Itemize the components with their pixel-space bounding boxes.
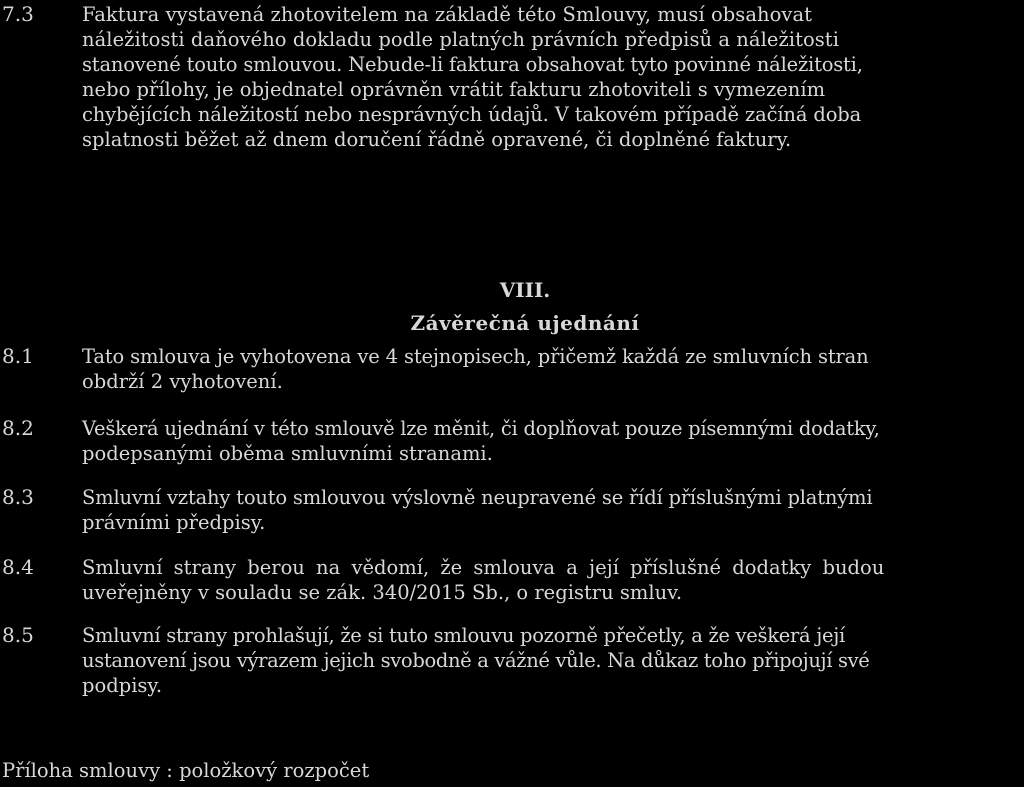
clause-text (82, 623, 870, 698)
clause-line: uveřejněny v souladu se zák. 340/2015 Sb., o registru smluv. (82, 581, 683, 604)
clause-line: podepsanými oběma smluvními stranami. (82, 442, 493, 465)
clause-line: ustanovení jsou výrazem jejich svobodně a vážné vůle. Na důkaz toho připojují své (82, 649, 870, 672)
clause-text (82, 344, 869, 394)
clause-text (82, 485, 872, 535)
clause-line: Smluvní vztahy touto smlouvou výslovně neupravené se řídí příslušnými platnými (82, 486, 873, 509)
clause-line: Smluvní strany berou na vědomí, že smlouva a její příslušné dodatky budou (82, 556, 885, 579)
section-title: Závěrečná ujednání (410, 311, 640, 335)
clause-line: Tato smlouva je vyhotovena ve 4 stejnopisech, přičemž každá ze smluvních stran (82, 345, 869, 368)
attachment-note: Příloha smlouvy : položkový rozpočet (2, 759, 370, 782)
clause-number: 8.4 (2, 555, 34, 579)
clause-line: podpisy. (82, 674, 163, 697)
clause-line: nebo přílohy, je objednatel oprávněn vrátit fakturu zhotoviteli s vymezením (82, 78, 826, 101)
clause-number: 8.1 (2, 344, 34, 368)
clause-number: 8.3 (2, 485, 34, 509)
clause-line: Smluvní strany prohlašují, že si tuto smlouvu pozorně přečetly, a že veškerá její (82, 624, 845, 647)
section-number: VIII. (499, 278, 551, 302)
clause-number: 8.5 (2, 623, 34, 647)
clause-line: Faktura vystavená zhotovitelem na základě této Smlouvy, musí obsahovat (82, 3, 813, 26)
clause-line: chybějících náležitostí nebo nesprávných údajů. V takovém případě začíná doba (82, 103, 862, 126)
clause-line: splatnosti běžet až dnem doručení řádně opravené, či doplněné faktury. (82, 128, 792, 151)
clause-line: Veškerá ujednání v této smlouvě lze měnit, či doplňovat pouze písemnými dodatky, (82, 417, 880, 440)
clause-text (82, 416, 880, 466)
clause-number: 7.3 (2, 2, 34, 26)
clause-line: právními předpisy. (82, 511, 266, 534)
clause-text (82, 555, 884, 605)
clause-number: 8.2 (2, 416, 34, 440)
clause-line: náležitosti daňového dokladu podle platných právních předpisů a náležitosti (82, 28, 839, 51)
clause-line: stanovené touto smlouvou. Nebude-li faktura obsahovat tyto povinné náležitosti, (82, 53, 863, 76)
clause-text (82, 2, 863, 152)
clause-line: obdrží 2 vyhotovení. (82, 370, 283, 393)
